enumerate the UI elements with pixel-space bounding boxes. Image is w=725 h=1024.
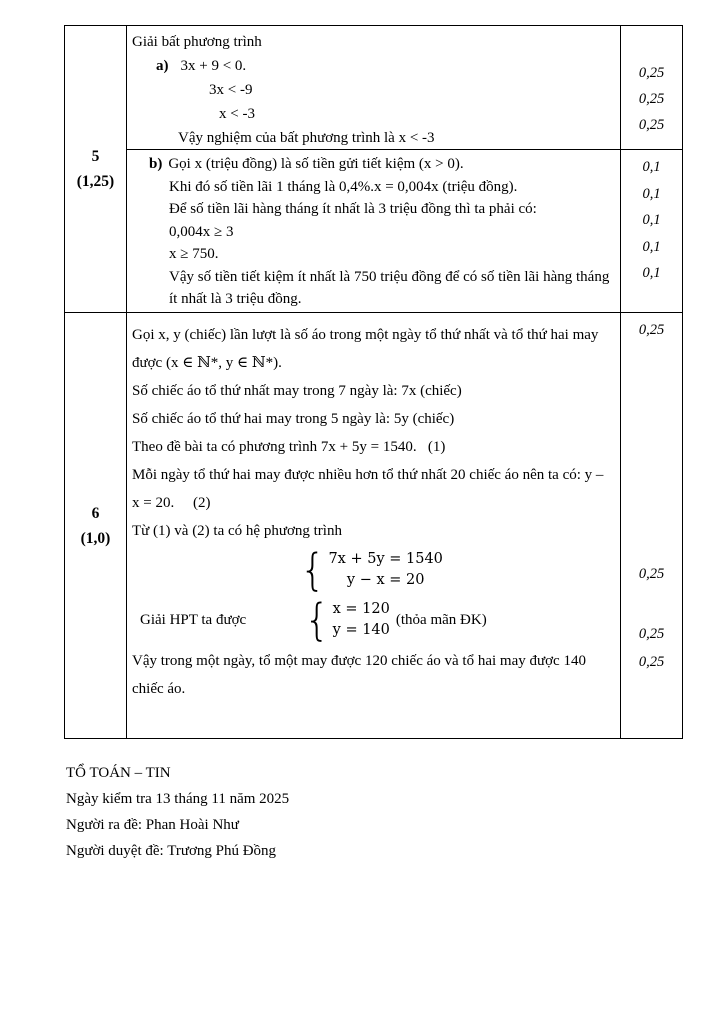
point-value: 0,25 [638, 566, 665, 582]
footer-reviewer: Người duyệt đề: Trương Phú Đồng [66, 843, 277, 859]
q5b-conclusion: Vậy số tiền tiết kiệm ít nhất là 750 triệu đồng để có số tiền lãi hàng tháng ít nhất là 3 triệu đồng. [169, 268, 610, 307]
point-value: 0,25 [638, 654, 665, 670]
q5b-line-1: Gọi x (triệu đồng) là số tiền gửi tiết kiệm (x > 0). [168, 156, 464, 172]
question-5-number-cell [65, 26, 127, 312]
q5b-inequality: 0,004x ≥ 3 [169, 223, 234, 240]
question-6-points-cell [620, 313, 682, 738]
q5a-label: a) [156, 58, 169, 74]
q6-paragraph-1: Gọi x, y (chiếc) lần lượt là số áo trong một ngày tổ thứ nhất và tổ thứ hai may được (x ∈ ℕ*, y ∈ ℕ*). [132, 327, 599, 371]
point-value: 0,25 [638, 626, 665, 642]
q6-paragraph-6: Từ (1) và (2) ta có hệ phương trình [132, 523, 342, 539]
answer-key-table [64, 25, 683, 739]
q6-paragraph-5: Mỗi ngày tổ thứ hai may được nhiều hơn tổ thứ nhất 20 chiếc áo nên ta có: y – x = 20. (2) [132, 467, 604, 511]
question-5-number: 5 [91, 148, 100, 165]
q6-paragraph-2: Số chiếc áo tổ thứ nhất may trong 7 ngày là: 7x (chiếc) [132, 383, 462, 399]
q6-solution-eq-2: y = 140 [332, 622, 390, 638]
q5a-step-1 [156, 54, 616, 78]
point-value: 0,1 [642, 185, 661, 202]
q6-paragraph-4: Theo đề bài ta có phương trình 7x + 5y = 1540. (1) [132, 439, 446, 455]
table-row-question-5 [65, 26, 682, 313]
question-5a-points-cell [620, 26, 682, 149]
q5b-step-1 [149, 153, 614, 176]
q6-equation-system [300, 544, 612, 596]
q6-paragraph-3: Số chiếc áo tổ thứ hai may trong 5 ngày là: 5y (chiếc) [132, 411, 455, 427]
question-5-subrows [127, 26, 682, 312]
left-brace-glyph: { [304, 594, 330, 646]
q6-system-eq-1: 7x + 5y = 1540 [328, 551, 443, 567]
point-value: 0,25 [638, 65, 665, 81]
question-5-score: (1,25) [76, 173, 115, 190]
document-footer [66, 760, 289, 864]
point-value: 0,25 [638, 322, 665, 338]
q6-system-equations [328, 549, 442, 591]
q5a-title: Giải bất phương trình [132, 34, 262, 50]
point-value: 0,1 [642, 238, 661, 255]
question-5a-content [127, 26, 620, 149]
q6-solution-note: (thỏa mãn ĐK) [395, 611, 487, 628]
left-brace-glyph: { [300, 544, 326, 596]
question-5a-row [127, 26, 682, 150]
q6-solution-row [132, 594, 612, 646]
q5a-step-3: x < -3 [219, 106, 255, 122]
question-6-number-cell [65, 313, 127, 738]
point-value: 0,25 [638, 91, 665, 107]
q5a-step-2: 3x < -9 [209, 82, 253, 98]
footer-exam-date: Ngày kiểm tra 13 tháng 11 năm 2025 [66, 791, 290, 807]
question-6-content [127, 313, 620, 738]
q6-solution-eq-1: x = 120 [332, 601, 390, 617]
point-value: 0,1 [642, 212, 661, 228]
q6-solution-equations [333, 599, 390, 641]
q5b-label: b) [149, 156, 163, 172]
q5b-result: x ≥ 750. [169, 246, 219, 262]
q6-system-eq-2: y − x = 20 [346, 572, 425, 588]
question-5b-points-cell [620, 150, 682, 312]
q6-conclusion: Vậy trong một ngày, tổ một may được 120 chiếc áo và tổ hai may được 140 chiếc áo. [132, 653, 586, 697]
q5b-line-2: Khi đó số tiền lãi 1 tháng là 0,4%.x = 0,004x (triệu đồng). [169, 178, 518, 195]
footer-department: TỔ TOÁN – TIN [66, 765, 171, 781]
q5b-line-3: Để số tiền lãi hàng tháng ít nhất là 3 triệu đồng thì ta phải có: [169, 201, 537, 217]
table-row-question-6 [65, 313, 682, 738]
q5a-conclusion: Vậy nghiệm của bất phương trình là x < -3 [178, 130, 435, 146]
point-value: 0,25 [638, 117, 665, 133]
point-value: 0,1 [642, 265, 661, 281]
q6-solve-label: Giải HPT ta được [140, 612, 247, 628]
point-value: 0,1 [642, 159, 661, 175]
footer-author: Người ra đề: Phan Hoài Như [66, 817, 239, 833]
question-5b-row [127, 150, 682, 312]
question-5b-content [127, 150, 620, 312]
q5a-equation-1: 3x + 9 < 0. [180, 58, 247, 74]
question-6-score: (1,0) [80, 529, 111, 547]
question-6-number: 6 [91, 504, 100, 522]
